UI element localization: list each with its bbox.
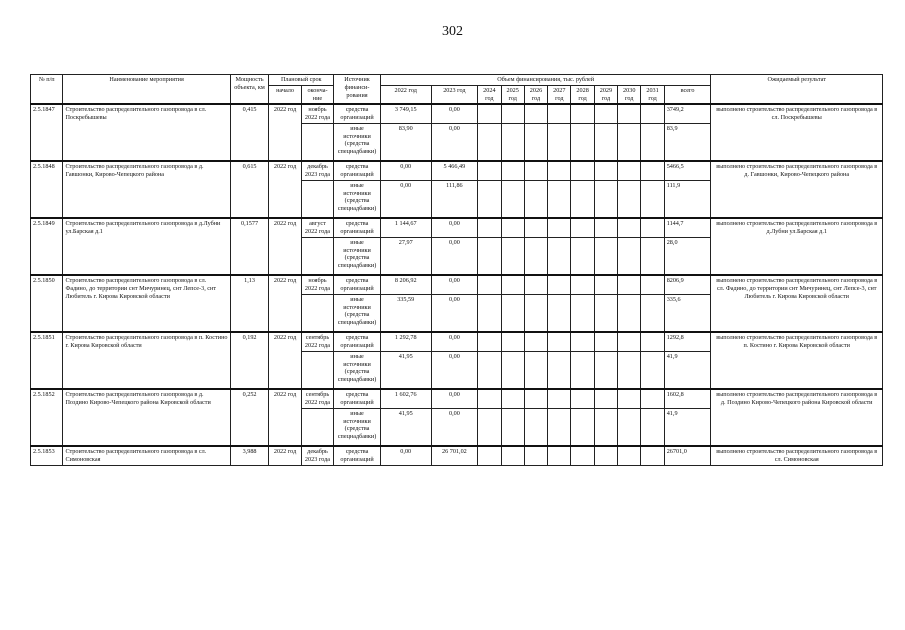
- row-source-other: иные источники (средства спецнадбавки): [334, 294, 381, 332]
- row-capacity: 0,415: [230, 104, 269, 161]
- empty-year-cell: [501, 123, 524, 161]
- empty-year-cell: [571, 180, 594, 218]
- row-name: Строительство распределительного газопровода в д.Лубни ул.Барская д.1: [63, 218, 230, 275]
- empty-year-cell: [501, 351, 524, 389]
- row-name: Строительство распределительного газопровода в сл. Симоновская: [63, 446, 230, 465]
- empty-year-cell: [524, 161, 547, 180]
- empty-year-cell: [548, 294, 571, 332]
- empty-year-cell: [478, 161, 501, 180]
- row-source-other: иные источники (средства спецнадбавки): [334, 123, 381, 161]
- row-source-other: иные источники (средства спецнадбавки): [334, 237, 381, 275]
- header-year: 2030 год: [618, 85, 641, 104]
- org-total: 1292,8: [664, 332, 711, 351]
- empty-end-cell: [301, 237, 333, 275]
- table-body: [31, 104, 883, 465]
- empty-year-cell: [571, 351, 594, 389]
- empty-year-cell: [548, 351, 571, 389]
- empty-year-cell: [571, 123, 594, 161]
- page-number: 302: [442, 24, 463, 39]
- other-total: 335,6: [664, 294, 711, 332]
- empty-year-cell: [641, 446, 664, 465]
- row-start: 2022 год: [269, 161, 301, 218]
- row-end: ноябрь 2022 года: [301, 104, 333, 123]
- empty-year-cell: [571, 104, 594, 123]
- header-year: 2026 год: [524, 85, 547, 104]
- header-capacity: Мощность объекта, км: [230, 75, 269, 105]
- empty-year-cell: [594, 408, 617, 446]
- header-year: 2028 год: [571, 85, 594, 104]
- row-number: 2.5.1850: [31, 275, 63, 332]
- other-total: 41,9: [664, 351, 711, 389]
- row-source-org: средства организаций: [334, 332, 381, 351]
- empty-year-cell: [571, 408, 594, 446]
- header-year: 2027 год: [548, 85, 571, 104]
- row-capacity: 1,13: [230, 275, 269, 332]
- empty-year-cell: [501, 446, 524, 465]
- row-capacity: 0,615: [230, 161, 269, 218]
- row-name: Строительство распределительного газопровода в сл. Фадино, до территории снт Мичуринец, снт Лепсе-3, снт Любитель г. Кирова Кировской области: [63, 275, 230, 332]
- org-2023: 0,00: [431, 275, 478, 294]
- empty-year-cell: [641, 275, 664, 294]
- empty-year-cell: [594, 123, 617, 161]
- row-end: декабрь 2023 года: [301, 446, 333, 465]
- empty-year-cell: [548, 161, 571, 180]
- table-row: [31, 104, 883, 123]
- empty-year-cell: [478, 104, 501, 123]
- empty-year-cell: [618, 180, 641, 218]
- table-row: [31, 161, 883, 180]
- row-name: Строительство распределительного газопровода в сл. Поскребышевы: [63, 104, 230, 161]
- row-result: выполнено строительство распределительного газопровода в д. Гавшонки, Кирово-Чепецкого района: [711, 161, 883, 218]
- empty-year-cell: [618, 123, 641, 161]
- row-result: выполнено строительство распределительного газопровода в сл. Симоновская: [711, 446, 883, 465]
- header-source: Источник финанси-рования: [334, 75, 381, 105]
- row-result: выполнено строительство распределительного газопровода в сл. Фадино, до территории снт Мичуринец, снт Лепсе-3, снт Любитель г. Кирова Кировской области: [711, 275, 883, 332]
- org-2022: 0,00: [380, 446, 431, 465]
- header-start: начало: [269, 85, 301, 104]
- empty-year-cell: [501, 104, 524, 123]
- row-start: 2022 год: [269, 332, 301, 389]
- row-number: 2.5.1848: [31, 161, 63, 218]
- empty-year-cell: [548, 123, 571, 161]
- empty-year-cell: [478, 294, 501, 332]
- empty-end-cell: [301, 123, 333, 161]
- empty-year-cell: [478, 351, 501, 389]
- empty-year-cell: [524, 218, 547, 237]
- empty-year-cell: [594, 332, 617, 351]
- row-number: 2.5.1851: [31, 332, 63, 389]
- org-2022: 0,00: [380, 161, 431, 180]
- row-source-other: иные источники (средства спецнадбавки): [334, 180, 381, 218]
- empty-year-cell: [641, 408, 664, 446]
- row-name: Строительство распределительного газопровода в д. Поздино Кирово-Чепецкого района Кировской области: [63, 389, 230, 446]
- empty-year-cell: [641, 332, 664, 351]
- empty-year-cell: [524, 180, 547, 218]
- empty-year-cell: [594, 104, 617, 123]
- org-2022: 1 292,78: [380, 332, 431, 351]
- table-row: [31, 446, 883, 465]
- other-2023: 0,00: [431, 237, 478, 275]
- row-capacity: 0,192: [230, 332, 269, 389]
- empty-year-cell: [594, 389, 617, 408]
- empty-year-cell: [571, 294, 594, 332]
- row-start: 2022 год: [269, 389, 301, 446]
- empty-year-cell: [524, 351, 547, 389]
- empty-year-cell: [548, 389, 571, 408]
- empty-year-cell: [618, 351, 641, 389]
- row-name: Строительство распределительного газопровода в д. Гавшонки, Кирово-Чепецкого района: [63, 161, 230, 218]
- row-start: 2022 год: [269, 104, 301, 161]
- org-2023: 0,00: [431, 104, 478, 123]
- header-total: всего: [664, 85, 711, 104]
- empty-year-cell: [501, 332, 524, 351]
- empty-year-cell: [501, 180, 524, 218]
- empty-end-cell: [301, 180, 333, 218]
- empty-year-cell: [501, 408, 524, 446]
- financing-table: [30, 74, 883, 466]
- org-total: 8206,9: [664, 275, 711, 294]
- table-header: [31, 75, 883, 105]
- row-end: сентябрь 2022 года: [301, 332, 333, 351]
- row-start: 2022 год: [269, 218, 301, 275]
- empty-year-cell: [524, 294, 547, 332]
- empty-year-cell: [618, 446, 641, 465]
- empty-year-cell: [478, 123, 501, 161]
- empty-year-cell: [618, 237, 641, 275]
- org-2023: 0,00: [431, 389, 478, 408]
- empty-year-cell: [478, 275, 501, 294]
- empty-end-cell: [301, 351, 333, 389]
- empty-year-cell: [571, 275, 594, 294]
- empty-year-cell: [524, 123, 547, 161]
- empty-year-cell: [548, 446, 571, 465]
- empty-year-cell: [501, 218, 524, 237]
- header-year: 2031 год: [641, 85, 664, 104]
- empty-year-cell: [524, 446, 547, 465]
- other-2022: 41,95: [380, 408, 431, 446]
- empty-year-cell: [478, 180, 501, 218]
- header-year: 2022 год: [380, 85, 431, 104]
- empty-year-cell: [501, 294, 524, 332]
- org-total: 3749,2: [664, 104, 711, 123]
- other-2023: 0,00: [431, 123, 478, 161]
- empty-year-cell: [478, 389, 501, 408]
- empty-year-cell: [524, 408, 547, 446]
- header-num: № п/п: [31, 75, 63, 105]
- row-result: выполнено строительство распределительного газопровода в д.Лубни ул.Барская д.1: [711, 218, 883, 275]
- row-end: сентябрь 2022 года: [301, 389, 333, 408]
- org-2022: 1 144,67: [380, 218, 431, 237]
- empty-year-cell: [501, 161, 524, 180]
- row-result: выполнено строительство распределительного газопровода в д. Поздино Кирово-Чепецкого района Кировской области: [711, 389, 883, 446]
- empty-year-cell: [571, 389, 594, 408]
- empty-year-cell: [548, 237, 571, 275]
- table-row: [31, 275, 883, 294]
- empty-year-cell: [548, 180, 571, 218]
- row-number: 2.5.1847: [31, 104, 63, 161]
- other-2022: 41,95: [380, 351, 431, 389]
- table-row: [31, 332, 883, 351]
- empty-year-cell: [641, 161, 664, 180]
- empty-year-cell: [641, 389, 664, 408]
- header-year: 2023 год: [431, 85, 478, 104]
- empty-year-cell: [548, 332, 571, 351]
- empty-year-cell: [618, 408, 641, 446]
- row-number: 2.5.1852: [31, 389, 63, 446]
- empty-year-cell: [478, 446, 501, 465]
- empty-year-cell: [501, 237, 524, 275]
- other-2022: 0,00: [380, 180, 431, 218]
- empty-year-cell: [524, 389, 547, 408]
- row-end: ноябрь 2022 года: [301, 275, 333, 294]
- empty-year-cell: [548, 275, 571, 294]
- other-2023: 0,00: [431, 408, 478, 446]
- empty-year-cell: [594, 161, 617, 180]
- other-2022: 83,90: [380, 123, 431, 161]
- empty-year-cell: [478, 218, 501, 237]
- empty-year-cell: [618, 104, 641, 123]
- org-2023: 5 466,49: [431, 161, 478, 180]
- org-2023: 0,00: [431, 218, 478, 237]
- row-start: 2022 год: [269, 446, 301, 465]
- other-2023: 0,00: [431, 351, 478, 389]
- empty-year-cell: [478, 332, 501, 351]
- header-end: оконча-ние: [301, 85, 333, 104]
- other-total: 111,9: [664, 180, 711, 218]
- empty-year-cell: [571, 237, 594, 275]
- empty-end-cell: [301, 408, 333, 446]
- row-source-org: средства организаций: [334, 446, 381, 465]
- row-capacity: 3,988: [230, 446, 269, 465]
- empty-year-cell: [641, 123, 664, 161]
- empty-year-cell: [571, 446, 594, 465]
- row-start: 2022 год: [269, 275, 301, 332]
- empty-year-cell: [594, 275, 617, 294]
- row-number: 2.5.1849: [31, 218, 63, 275]
- empty-year-cell: [571, 161, 594, 180]
- row-source-org: средства организаций: [334, 275, 381, 294]
- empty-year-cell: [618, 332, 641, 351]
- row-capacity: 0,1577: [230, 218, 269, 275]
- empty-year-cell: [478, 237, 501, 275]
- table-row: [31, 389, 883, 408]
- empty-year-cell: [571, 332, 594, 351]
- empty-year-cell: [641, 180, 664, 218]
- header-plan-term: Плановый срок: [269, 75, 334, 86]
- empty-year-cell: [524, 104, 547, 123]
- empty-year-cell: [594, 446, 617, 465]
- empty-year-cell: [618, 161, 641, 180]
- empty-year-cell: [524, 275, 547, 294]
- org-total: 1144,7: [664, 218, 711, 237]
- empty-year-cell: [618, 218, 641, 237]
- empty-year-cell: [524, 237, 547, 275]
- row-result: выполнено строительство распределительного газопровода в п. Костино г. Кирова Кировской области: [711, 332, 883, 389]
- empty-year-cell: [594, 218, 617, 237]
- org-2022: 3 749,15: [380, 104, 431, 123]
- row-number: 2.5.1853: [31, 446, 63, 465]
- header-year: 2025 год: [501, 85, 524, 104]
- empty-year-cell: [478, 408, 501, 446]
- empty-year-cell: [641, 237, 664, 275]
- row-source-org: средства организаций: [334, 161, 381, 180]
- header-name: Наименование мероприятия: [63, 75, 230, 105]
- header-year: 2024 год: [478, 85, 501, 104]
- org-total: 1602,8: [664, 389, 711, 408]
- empty-year-cell: [618, 294, 641, 332]
- empty-year-cell: [524, 332, 547, 351]
- empty-year-cell: [501, 275, 524, 294]
- empty-year-cell: [594, 294, 617, 332]
- empty-year-cell: [641, 351, 664, 389]
- empty-year-cell: [594, 351, 617, 389]
- org-2023: 26 701,02: [431, 446, 478, 465]
- row-source-other: иные источники (средства спецнадбавки): [334, 408, 381, 446]
- header-result: Ожидаемый результат: [711, 75, 883, 105]
- org-2022: 8 206,92: [380, 275, 431, 294]
- row-source-org: средства организаций: [334, 389, 381, 408]
- empty-year-cell: [571, 218, 594, 237]
- other-2023: 111,86: [431, 180, 478, 218]
- empty-year-cell: [641, 104, 664, 123]
- row-end: август 2022 года: [301, 218, 333, 237]
- empty-year-cell: [501, 389, 524, 408]
- org-2022: 1 602,76: [380, 389, 431, 408]
- org-total: 5466,5: [664, 161, 711, 180]
- empty-year-cell: [641, 218, 664, 237]
- header-year: 2029 год: [594, 85, 617, 104]
- empty-end-cell: [301, 294, 333, 332]
- row-source-org: средства организаций: [334, 218, 381, 237]
- empty-year-cell: [618, 275, 641, 294]
- table-row: [31, 218, 883, 237]
- other-2022: 335,59: [380, 294, 431, 332]
- empty-year-cell: [641, 294, 664, 332]
- row-end: декабрь 2023 года: [301, 161, 333, 180]
- empty-year-cell: [548, 408, 571, 446]
- other-total: 28,0: [664, 237, 711, 275]
- org-total: 26701,0: [664, 446, 711, 465]
- row-capacity: 0,252: [230, 389, 269, 446]
- row-source-other: иные источники (средства спецнадбавки): [334, 351, 381, 389]
- empty-year-cell: [548, 104, 571, 123]
- empty-year-cell: [594, 237, 617, 275]
- empty-year-cell: [548, 218, 571, 237]
- row-source-org: средства организаций: [334, 104, 381, 123]
- org-2023: 0,00: [431, 332, 478, 351]
- other-total: 83,9: [664, 123, 711, 161]
- row-name: Строительство распределительного газопровода в п. Костино г. Кирова Кировской области: [63, 332, 230, 389]
- other-2022: 27,97: [380, 237, 431, 275]
- empty-year-cell: [618, 389, 641, 408]
- empty-year-cell: [594, 180, 617, 218]
- other-total: 41,9: [664, 408, 711, 446]
- other-2023: 0,00: [431, 294, 478, 332]
- row-result: выполнено строительство распределительного газопровода в сл. Поскребышевы: [711, 104, 883, 161]
- header-volume: Объем финансирования, тыс. рублей: [380, 75, 711, 86]
